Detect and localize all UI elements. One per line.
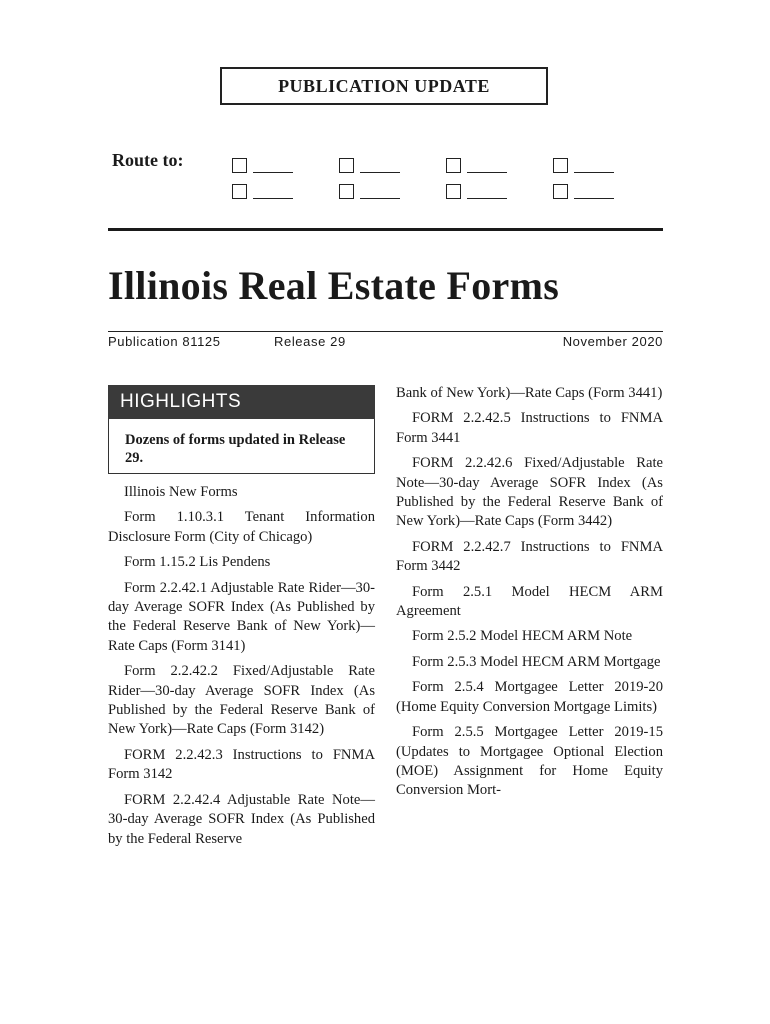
- left-column: [108, 483, 375, 855]
- route-name-blank[interactable]: [574, 158, 614, 173]
- publication-date: November 2020: [562, 334, 663, 349]
- route-slot[interactable]: [232, 152, 339, 178]
- route-name-blank[interactable]: [253, 158, 293, 173]
- highlights-heading: HIGHLIGHTS: [108, 385, 375, 419]
- list-item: Form 1.15.2 Lis Pendens: [124, 554, 271, 571]
- publication-number: Publication 81125: [108, 334, 221, 349]
- route-slot[interactable]: [446, 152, 553, 178]
- route-name-blank[interactable]: [253, 184, 293, 199]
- highlights-summary: Dozens of forms updated in Release 29.: [108, 419, 375, 474]
- route-row: [232, 152, 660, 178]
- right-column: [396, 384, 663, 807]
- list-item: Form 2.5.5 Mortgagee Letter 2019-15 (Updates to Mortgagee Optional Election (MOE) Assignment for Home Equity Conversion Mort-: [396, 724, 663, 799]
- route-checkbox[interactable]: [339, 184, 354, 199]
- route-slot[interactable]: [339, 152, 446, 178]
- route-checkbox[interactable]: [446, 158, 461, 173]
- title-divider: [108, 331, 663, 332]
- list-item: Form 2.5.2 Model HECM ARM Note: [412, 628, 633, 645]
- list-item: Form 2.2.42.2 Fixed/Adjustable Rate Rider—30-day Average SOFR Index (As Published by the Federal Reserve Bank of New York)—Rate Caps (Form 3142): [108, 663, 375, 738]
- list-item: FORM 2.2.42.7 Instructions to FNMA Form 3442: [396, 538, 663, 575]
- route-checkbox[interactable]: [232, 184, 247, 199]
- route-name-blank[interactable]: [467, 158, 507, 173]
- route-slot[interactable]: [446, 178, 553, 204]
- publication-info-line: [108, 334, 663, 349]
- list-item: Form 1.10.3.1 Tenant Information Disclosure Form (City of Chicago): [108, 509, 375, 545]
- route-slot[interactable]: [553, 152, 660, 178]
- route-name-blank[interactable]: [467, 184, 507, 199]
- list-item: FORM 2.2.42.6 Fixed/Adjustable Rate Note—30-day Average SOFR Index (As Published by the Federal Reserve Bank of New York)—Rate Caps (Form 3442): [396, 455, 663, 530]
- list-item: Form 2.5.4 Mortgagee Letter 2019-20 (Home Equity Conversion Mortgage Limits): [396, 679, 663, 715]
- list-item: FORM 2.2.42.3 Instructions to FNMA Form 3142: [108, 746, 375, 783]
- list-item: Form 2.5.1 Model HECM ARM Agreement: [396, 583, 663, 620]
- publication-update-box: [220, 67, 548, 105]
- route-to-label: Route to:: [112, 150, 184, 170]
- list-item: FORM 2.2.42.4 Adjustable Rate Note—30-day Average SOFR Index (As Published by the Federal Reserve: [108, 791, 375, 847]
- route-row: [232, 178, 660, 204]
- route-checkbox[interactable]: [553, 184, 568, 199]
- route-checkbox-grid: [232, 152, 660, 204]
- route-slot[interactable]: [553, 178, 660, 204]
- list-item: Illinois New Forms: [124, 484, 238, 500]
- list-item: Form 2.5.3 Model HECM ARM Mortgage: [412, 653, 661, 670]
- route-checkbox[interactable]: [232, 158, 247, 173]
- route-slot[interactable]: [232, 178, 339, 204]
- route-slot[interactable]: [339, 178, 446, 204]
- route-name-blank[interactable]: [360, 184, 400, 199]
- page-title: Illinois Real Estate Forms: [108, 263, 560, 308]
- list-item: FORM 2.2.42.5 Instructions to FNMA Form 3441: [396, 410, 663, 446]
- route-checkbox[interactable]: [339, 158, 354, 173]
- route-name-blank[interactable]: [360, 158, 400, 173]
- release-number: Release 29: [274, 334, 346, 349]
- header-divider: [108, 228, 663, 231]
- list-item-continuation: Bank of New York)—Rate Caps (Form 3441): [396, 385, 663, 401]
- route-checkbox[interactable]: [553, 158, 568, 173]
- route-checkbox[interactable]: [446, 184, 461, 199]
- route-name-blank[interactable]: [574, 184, 614, 199]
- list-item: Form 2.2.42.1 Adjustable Rate Rider—30-day Average SOFR Index (As Published by the Federal Reserve Bank of New York)—Rate Caps (Form 3141): [108, 579, 375, 654]
- publication-update-label: PUBLICATION UPDATE: [278, 75, 490, 96]
